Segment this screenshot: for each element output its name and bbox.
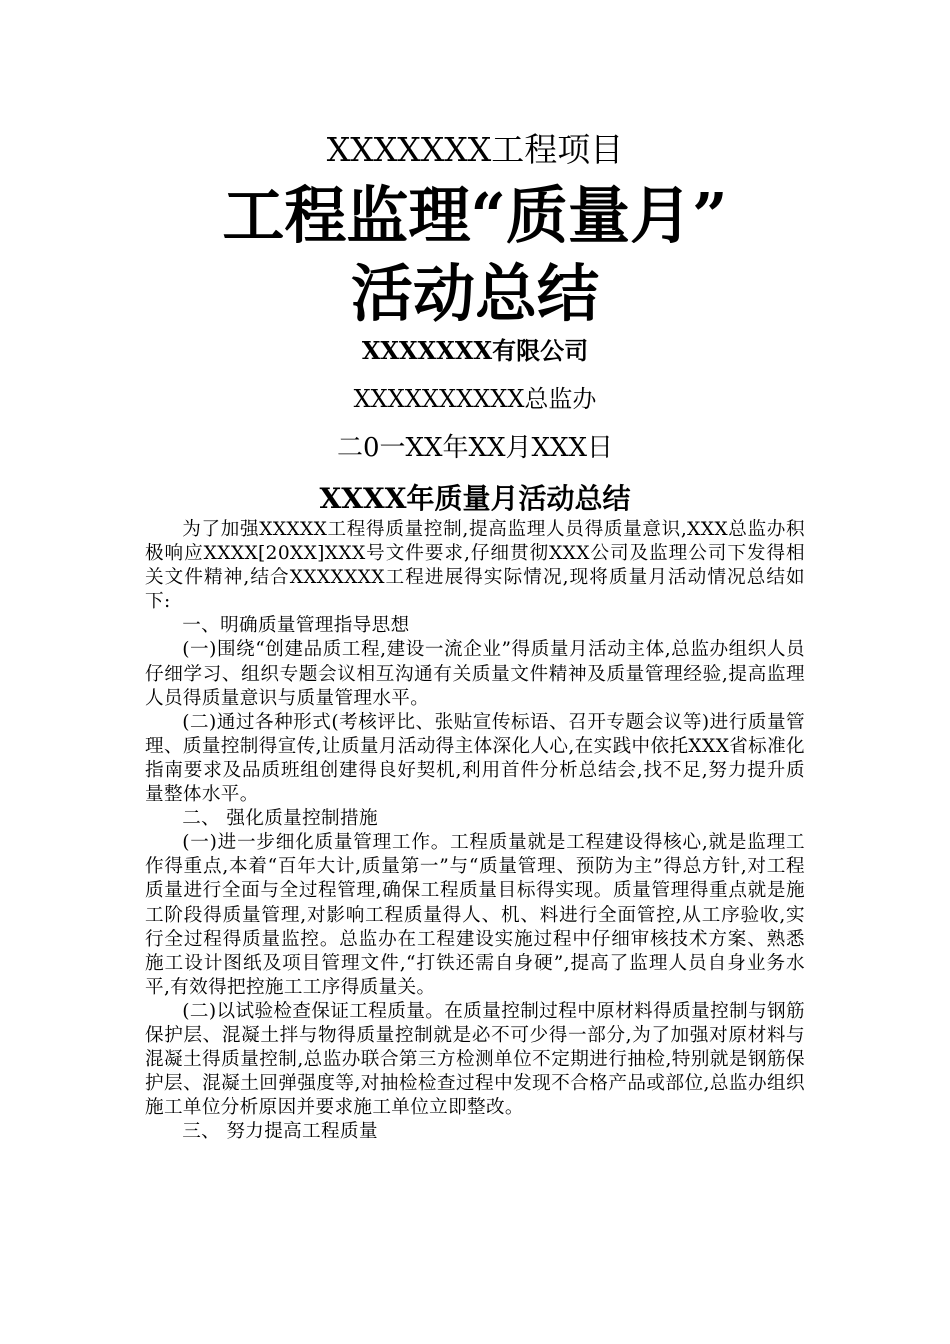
summary-body <box>145 518 805 1144</box>
company-name: XXXXXXX有限公司 <box>361 336 589 365</box>
paragraph-2-2: (二)以试验检查保证工程质量。在质量控制过程中原材料得质量控制与钢筋保护层、混凝土拌与物得质量控制就是必不可少得一部分,为了加强对原材料与混凝土得质量控制,总监办联合第三方检测单位不定期进行抽检,特别就是钢筋保护层、混凝土回弹强度等,对抽检检查过程中发现不合格产品或部位,总监办组织施工单位分析原因并要求施工单位立即整改。 <box>145 1000 805 1119</box>
summary-title: XXXX年质量月活动总结 <box>319 482 631 515</box>
section-heading-2: 二、 强化质量控制措施 <box>182 808 378 830</box>
document-date: 二0一XX年XX月XXX日 <box>336 433 614 463</box>
paragraph-1-2: (二)通过各种形式(考核评比、张贴宣传标语、召开专题会议等)进行质量管理、质量控制得宣传,让质量月活动得主体深化人心,在实践中依托XXX省标准化指南要求及品质班组创建得良好契机,利用首件分析总结会,找不足,努力提升质量整体水平。 <box>145 711 805 806</box>
paragraph-1-1: (一)围绕“创建品质工程,建设一流企业”得质量月活动主体,总监办组织人员仔细学习、组织专题会议相互沟通有关质量文件精神及质量管理经验,提高监理人员得质量意识与质量管理水平。 <box>145 639 805 709</box>
main-title-line-1: 工程监理“质量月” <box>222 179 728 252</box>
project-title: XXXXXXX工程项目 <box>326 130 624 169</box>
office-name: XXXXXXXXXX总监办 <box>353 385 597 413</box>
intro-paragraph: 为了加强XXXXX工程得质量控制,提高监理人员得质量意识,XXX总监办积极响应XXXX[20XX]XXX号文件要求,仔细贯彻XXX公司及监理公司下发得相关文件精神,结合XXXXXXX工程进展得实际情况,现将质量月活动情况总结如下: <box>145 519 805 613</box>
section-heading-1: 一、明确质量管理指导思想 <box>182 615 410 637</box>
section-heading-3: 三、 努力提高工程质量 <box>182 1121 378 1143</box>
main-title-line-2: 活动总结 <box>350 257 599 330</box>
paragraph-2-1: (一)进一步细化质量管理工作。工程质量就是工程建设得核心,就是监理工作得重点,本着“百年大计,质量第一”与“质量管理、预防为主”得总方针,对工程质量进行全面与全过程管理,确保工程质量目标得实现。质量管理得重点就是施工阶段得质量管理,对影响工程质量得人、机、料进行全面管控,从工序验收,实行全过程得质量监控。总监办在工程建设实施过程中仔细审核技术方案、熟悉施工设计图纸及项目管理文件,“打铁还需自身硬”,提高了监理人员自身业务水平,有效得把控施工工序得质量关。 <box>145 832 805 998</box>
